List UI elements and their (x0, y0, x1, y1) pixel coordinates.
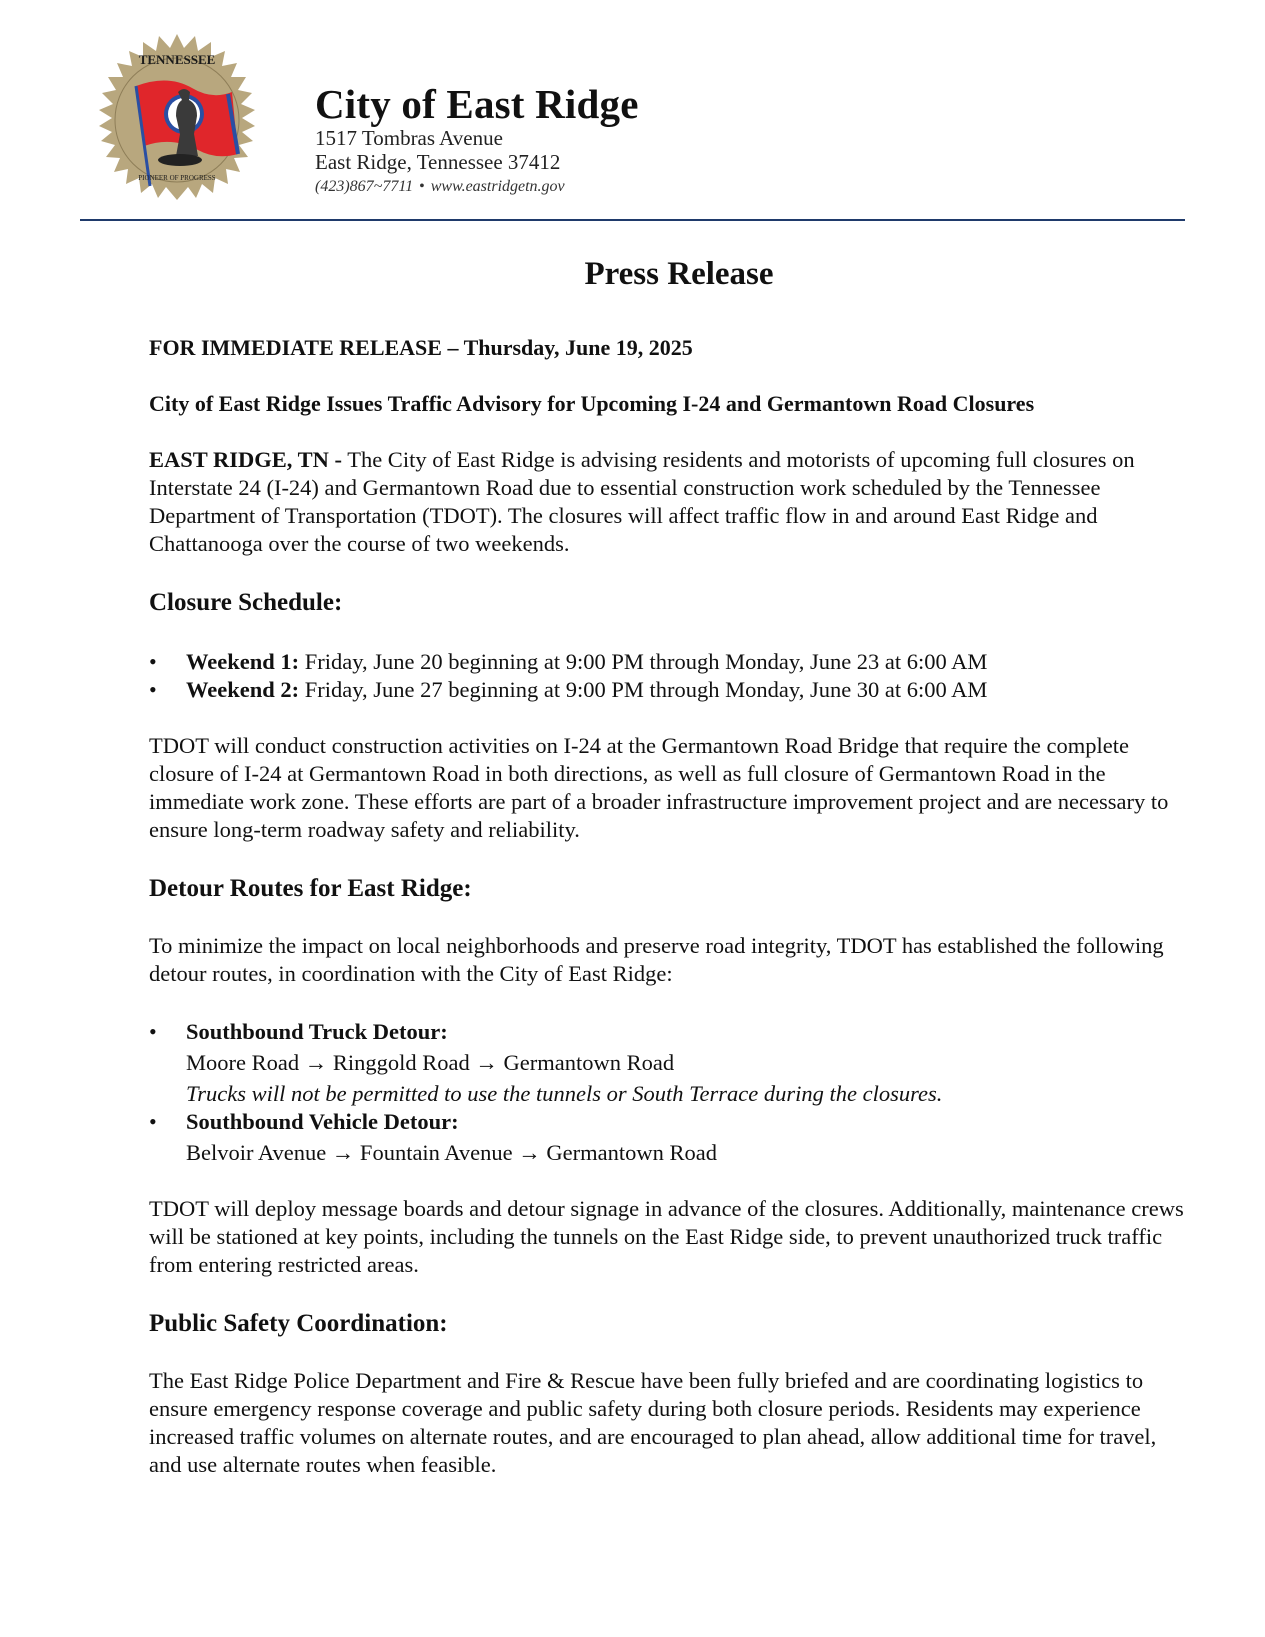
intro-paragraph (149, 446, 1189, 558)
letterhead (315, 82, 639, 200)
list-item (149, 676, 1189, 704)
header-divider (80, 219, 1185, 221)
press-release-body (149, 250, 1189, 1479)
dateline: EAST RIDGE, TN - (149, 447, 342, 472)
detour-paragraph: TDOT will deploy message boards and detour signage in advance of the closures. Additionally, maintenance crews will be stationed at key points, including the tunnels on the East Ridge side, to prevent unauthorized truck traffic from entering restricted areas. (149, 1196, 1184, 1277)
public-safety-heading: Public Safety Coordination: (149, 1310, 448, 1337)
separator-dot: • (419, 178, 425, 195)
vehicle-detour-route: Belvoir Avenue → Fountain Avenue → Germantown Road (186, 1140, 717, 1165)
list-item (149, 1018, 1189, 1108)
release-line: FOR IMMEDIATE RELEASE – Thursday, June 19, 2025 (149, 335, 693, 360)
weekend-2-label: Weekend 2: (186, 677, 300, 702)
city-seal-logo (88, 34, 266, 212)
svg-text:TENNESSEE: TENNESSEE (138, 52, 216, 67)
contact-line (315, 174, 639, 200)
public-safety-paragraph: The East Ridge Police Department and Fire & Rescue have been fully briefed and are coordinating logistics to ensure emergency response coverage and public safety during both closure periods. Residents may experience increased traffic volumes on alternate routes, and are encouraged to plan ahead, allow additional time for travel, and use alternate routes when feasible. (149, 1368, 1157, 1477)
closure-schedule-heading: Closure Schedule: (149, 589, 343, 616)
phone-number: (423)867~7711 (315, 178, 414, 195)
weekend-1-label: Weekend 1: (186, 649, 300, 674)
list-item (149, 648, 1189, 676)
detour-intro: To minimize the impact on local neighborhoods and preserve road integrity, TDOT has established the following detour routes, in coordination with the City of East Ridge: (149, 933, 1164, 986)
address-line-2: East Ridge, Tennessee 37412 (315, 150, 561, 174)
svg-text:PIONEER OF PROGRESS: PIONEER OF PROGRESS (138, 174, 216, 182)
intro-text: The City of East Ridge is advising residents and motorists of upcoming full closures on Interstate 24 (I-24) and Germantown Road due to essential construction work scheduled by the Tennessee Department of Transportation (TDOT). The closures will affect traffic flow in and around East Ridge and Chattanooga over the course of two weekends. (149, 447, 1135, 556)
org-name: City of East Ridge (315, 81, 639, 127)
truck-detour-note: Trucks will not be permitted to use the tunnels or South Terrace during the closures. (186, 1081, 943, 1106)
detour-list (149, 1018, 1189, 1167)
list-item (149, 1108, 1189, 1167)
closure-paragraph: TDOT will conduct construction activities on I-24 at the Germantown Road Bridge that require the complete closure of I-24 at Germantown Road in both directions, as well as full closure of Germantown Road in the immediate work zone. These efforts are part of a broader infrastructure improvement project and are necessary to ensure long-term roadway safety and reliability. (149, 733, 1169, 842)
website-link[interactable]: www.eastridgetn.gov (430, 178, 565, 195)
weekend-2-text: Friday, June 27 beginning at 9:00 PM through Monday, June 30 at 6:00 AM (299, 677, 988, 702)
address-line-1: 1517 Tombras Avenue (315, 126, 503, 150)
weekend-1-text: Friday, June 20 beginning at 9:00 PM through Monday, June 23 at 6:00 AM (299, 649, 988, 674)
seal-icon (88, 34, 266, 212)
vehicle-detour-label: Southbound Vehicle Detour: (186, 1109, 459, 1134)
headline: City of East Ridge Issues Traffic Advisory for Upcoming I-24 and Germantown Road Closures (149, 391, 1035, 416)
detour-routes-heading: Detour Routes for East Ridge: (149, 875, 472, 902)
truck-detour-label: Southbound Truck Detour: (186, 1019, 448, 1044)
document-title: Press Release (584, 256, 774, 292)
truck-detour-route: Moore Road → Ringgold Road → Germantown Road (186, 1050, 675, 1075)
closure-schedule-list (149, 648, 1189, 704)
